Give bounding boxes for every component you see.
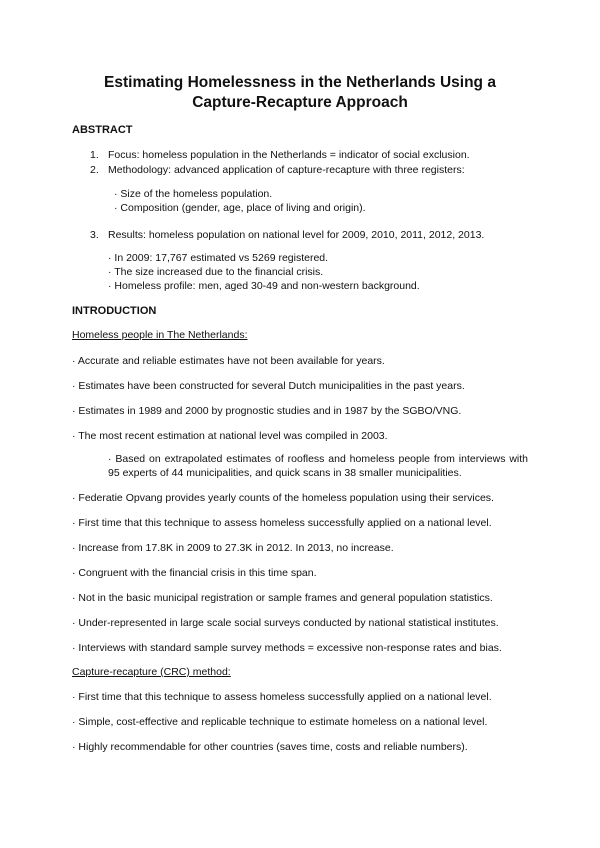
intro-bullet: · Congruent with the financial crisis in this time span.: [72, 567, 317, 579]
abstract-item-number: 3.: [90, 229, 99, 241]
crc-bullet: · Highly recommendable for other countries (saves time, costs and reliable numbers).: [72, 741, 468, 753]
introduction-heading: INTRODUCTION: [72, 305, 157, 317]
document-title-line-2: Capture-Recapture Approach: [192, 94, 408, 111]
results-bullet: · The size increased due to the financial crisis.: [108, 266, 324, 278]
abstract-item-results: Results: homeless population on national level for 2009, 2010, 2011, 2012, 2013.: [108, 229, 485, 241]
methodology-bullet: · Composition (gender, age, place of living and origin).: [114, 202, 366, 214]
abstract-item-methodology: Methodology: advanced application of capture-recapture with three registers:: [108, 164, 465, 176]
intro-bullet: · Estimates have been constructed for several Dutch municipalities in the past years.: [72, 380, 465, 392]
intro-bullet: · Estimates in 1989 and 2000 by prognostic studies and in 1987 by the SGBO/VNG.: [72, 405, 462, 417]
intro-bullet: · Interviews with standard sample survey methods = excessive non-response rates and bias.: [72, 642, 502, 654]
methodology-bullet: · Size of the homeless population.: [114, 188, 273, 200]
abstract-heading: ABSTRACT: [72, 124, 133, 136]
intro-bullet: · Under-represented in large scale social surveys conducted by national statistical institutes.: [72, 617, 499, 629]
intro-bullet: · Federatie Opvang provides yearly counts of the homeless population using their services.: [72, 492, 494, 504]
intro-sub-bullet: · Based on extrapolated estimates of roofless and homeless people from interviews with 95 experts of 44 municipalities, and quick scans in 38 smaller municipalities.: [108, 453, 528, 479]
abstract-item-number: 2.: [90, 164, 99, 176]
crc-bullet: · First time that this technique to assess homeless successfully applied on a national level.: [72, 691, 492, 703]
subheading-crc-method: Capture-recapture (CRC) method:: [72, 666, 231, 678]
abstract-item-focus: Focus: homeless population in the Netherlands = indicator of social exclusion.: [108, 149, 470, 161]
intro-bullet: · Not in the basic municipal registration or sample frames and general population statistics.: [72, 592, 493, 604]
intro-bullet: · Accurate and reliable estimates have not been available for years.: [72, 355, 385, 367]
abstract-item-number: 1.: [90, 149, 99, 161]
intro-bullet: · The most recent estimation at national level was compiled in 2003.: [72, 430, 388, 442]
results-bullet: · Homeless profile: men, aged 30-49 and non-western background.: [108, 280, 420, 292]
intro-bullet: · First time that this technique to assess homeless successfully applied on a national level.: [72, 517, 492, 529]
document-title-line-1: Estimating Homelessness in the Netherlands Using a: [104, 74, 496, 91]
intro-bullet: · Increase from 17.8K in 2009 to 27.3K in 2012. In 2013, no increase.: [72, 542, 394, 554]
subheading-homeless-netherlands: Homeless people in The Netherlands:: [72, 329, 248, 341]
results-bullet: · In 2009: 17,767 estimated vs 5269 registered.: [108, 252, 329, 264]
crc-bullet: · Simple, cost-effective and replicable technique to estimate homeless on a national level.: [72, 716, 488, 728]
